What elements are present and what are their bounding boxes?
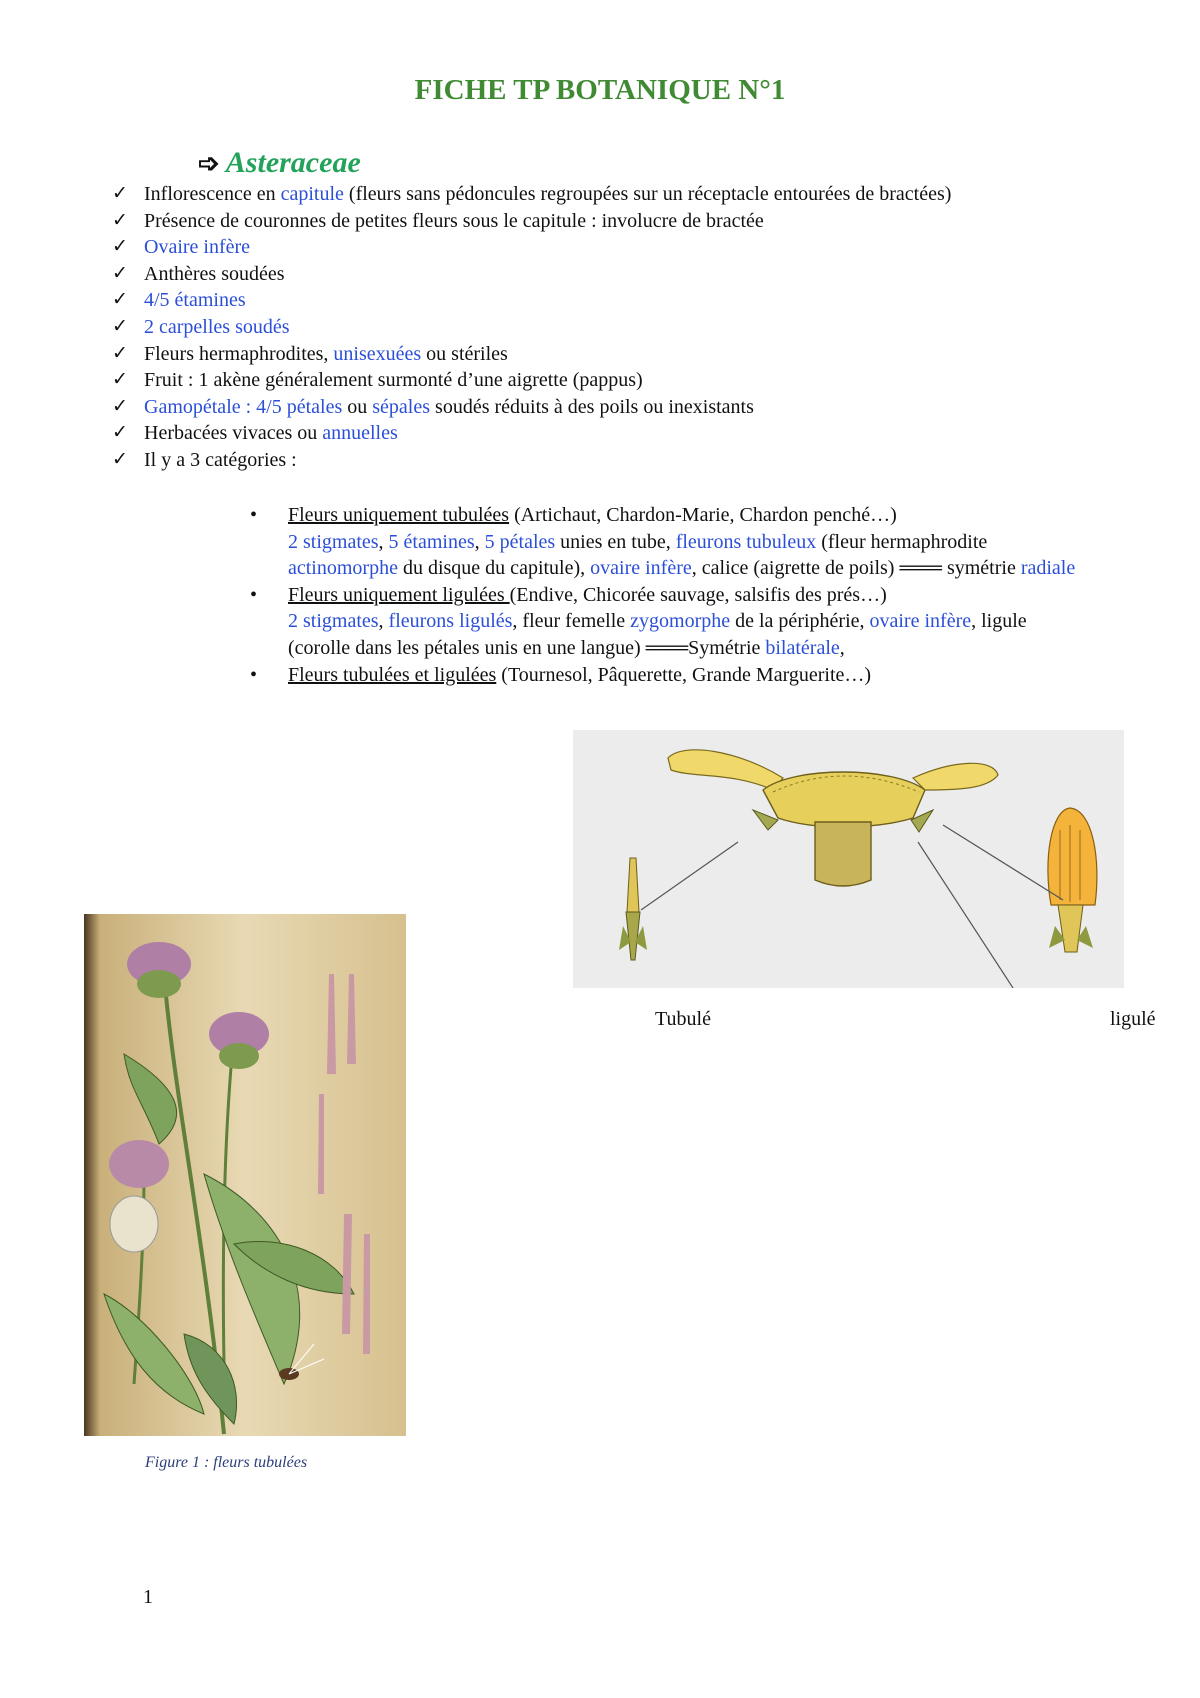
checkmark-icon: ✓ (112, 289, 128, 311)
text-run: radiale (1020, 557, 1076, 580)
text-run: Ovaire infère (144, 236, 251, 259)
checkmark-icon: ✓ (112, 342, 128, 364)
category-item (250, 662, 1090, 689)
characteristic-item (112, 181, 1092, 208)
label-ligule: ligulé (1110, 1008, 1156, 1030)
text-run: 2 stigmates (288, 610, 379, 633)
text-run: sépales (372, 395, 431, 418)
checkmark-icon: ✓ (112, 395, 128, 417)
text-run: ovaire infère (590, 557, 692, 580)
characteristic-item (112, 394, 1092, 421)
label-tubule: Tubulé (655, 1008, 711, 1030)
text-run: zygomorphe (630, 610, 731, 633)
category-item (250, 502, 1090, 582)
bullet-icon: • (250, 583, 258, 606)
text-run: , fleur femelle (512, 610, 631, 633)
checkmark-icon: ✓ (112, 209, 128, 231)
text-run: (fleurs sans pédoncules regroupées sur un réceptacle entourées de bractées) (343, 183, 952, 205)
text-run: (Endive, Chicorée sauvage, salsifis des prés…) (509, 583, 887, 606)
text-run: (fleur hermaphrodite (816, 530, 988, 553)
characteristic-item (112, 420, 1092, 447)
text-run: fleurons tubuleux (675, 530, 817, 553)
text-run: , (378, 610, 389, 633)
bullet-icon: • (250, 504, 258, 526)
categories-list (250, 502, 1090, 688)
characteristic-item (112, 341, 1092, 368)
thistle-illustration (84, 914, 406, 1436)
characteristics-list (112, 181, 1092, 474)
text-run: Herbacées vivaces ou (144, 422, 323, 445)
characteristic-item (112, 314, 1092, 341)
section-heading-text: Asteraceae (225, 146, 361, 179)
text-run: fleurons ligulés (388, 610, 513, 633)
text-run: , calice (aigrette de poils) ═══ symétrie (691, 557, 1021, 580)
text-run: unies en tube, (555, 530, 676, 553)
checkmark-icon: ✓ (112, 448, 128, 470)
text-run: unisexuées (333, 342, 422, 365)
characteristic-item (112, 261, 1092, 288)
text-run: Fleurs uniquement ligulées (288, 583, 510, 606)
text-run: Fleurs tubulées et ligulées (288, 663, 497, 686)
text-run: bilatérale (765, 636, 840, 659)
checkmark-icon: ✓ (112, 183, 128, 204)
characteristic-item (112, 234, 1092, 261)
characteristic-item (112, 208, 1092, 235)
bullet-icon: • (250, 663, 258, 686)
text-run: 5 étamines (388, 530, 475, 553)
text-run: annuelles (322, 422, 398, 445)
figure-caption: Figure 1 : fleurs tubulées (145, 1454, 308, 1471)
text-run: 5 pétales (484, 530, 556, 553)
characteristic-item (112, 367, 1092, 394)
text-run: soudés réduits à des poils ou inexistants (430, 395, 754, 418)
checkmark-icon: ✓ (112, 236, 128, 258)
text-run: Fleurs hermaphrodites, (144, 342, 334, 365)
text-run: 2 stigmates (288, 530, 379, 553)
checkmark-icon: ✓ (112, 315, 128, 337)
category-item (250, 582, 1090, 662)
text-run: , (474, 530, 485, 553)
text-run: Anthères soudées (144, 262, 285, 285)
arrow-icon: ➩ (198, 149, 220, 178)
text-run: (Artichaut, Chardon-Marie, Chardon penché…) (509, 504, 897, 526)
text-run: Inflorescence en (144, 183, 281, 205)
text-run: Fleurs uniquement tubulées (288, 504, 510, 526)
text-run: de la périphérie, (730, 610, 870, 633)
text-run: Présence de couronnes de petites fleurs sous le capitule : involucre de bractée (144, 209, 764, 232)
text-run: actinomorphe (288, 557, 398, 580)
capitulum-diagram (573, 730, 1124, 988)
checkmark-icon: ✓ (112, 262, 128, 284)
page-title: FICHE TP BOTANIQUE N°1 (414, 74, 786, 106)
text-run: , ligule (corolle dans les pétales unis en une langue) ═══Symétrie (288, 610, 1027, 659)
text-run: ou stériles (421, 342, 508, 365)
text-run: 4/5 étamines (144, 289, 246, 312)
characteristic-item (112, 287, 1092, 314)
text-run: (Tournesol, Pâquerette, Grande Marguerite…) (496, 663, 872, 686)
text-run: 2 carpelles soudés (144, 315, 290, 338)
text-run: , (378, 530, 389, 553)
text-run: ou (342, 395, 373, 418)
text-run: du disque du capitule), (397, 557, 591, 580)
text-run: ovaire infère (869, 610, 972, 633)
checkmark-icon: ✓ (112, 422, 128, 444)
page-number: 1 (143, 1586, 153, 1608)
text-run: Gamopétale : 4/5 pétales (144, 395, 343, 418)
text-run: Il y a 3 catégories : (144, 448, 297, 471)
section-heading (198, 146, 361, 180)
text-run: capitule (280, 183, 344, 205)
text-run: , (839, 636, 845, 659)
checkmark-icon: ✓ (112, 369, 128, 391)
characteristic-item (112, 447, 1092, 474)
text-run: Fruit : 1 akène généralement surmonté d’une aigrette (pappus) (144, 369, 643, 392)
